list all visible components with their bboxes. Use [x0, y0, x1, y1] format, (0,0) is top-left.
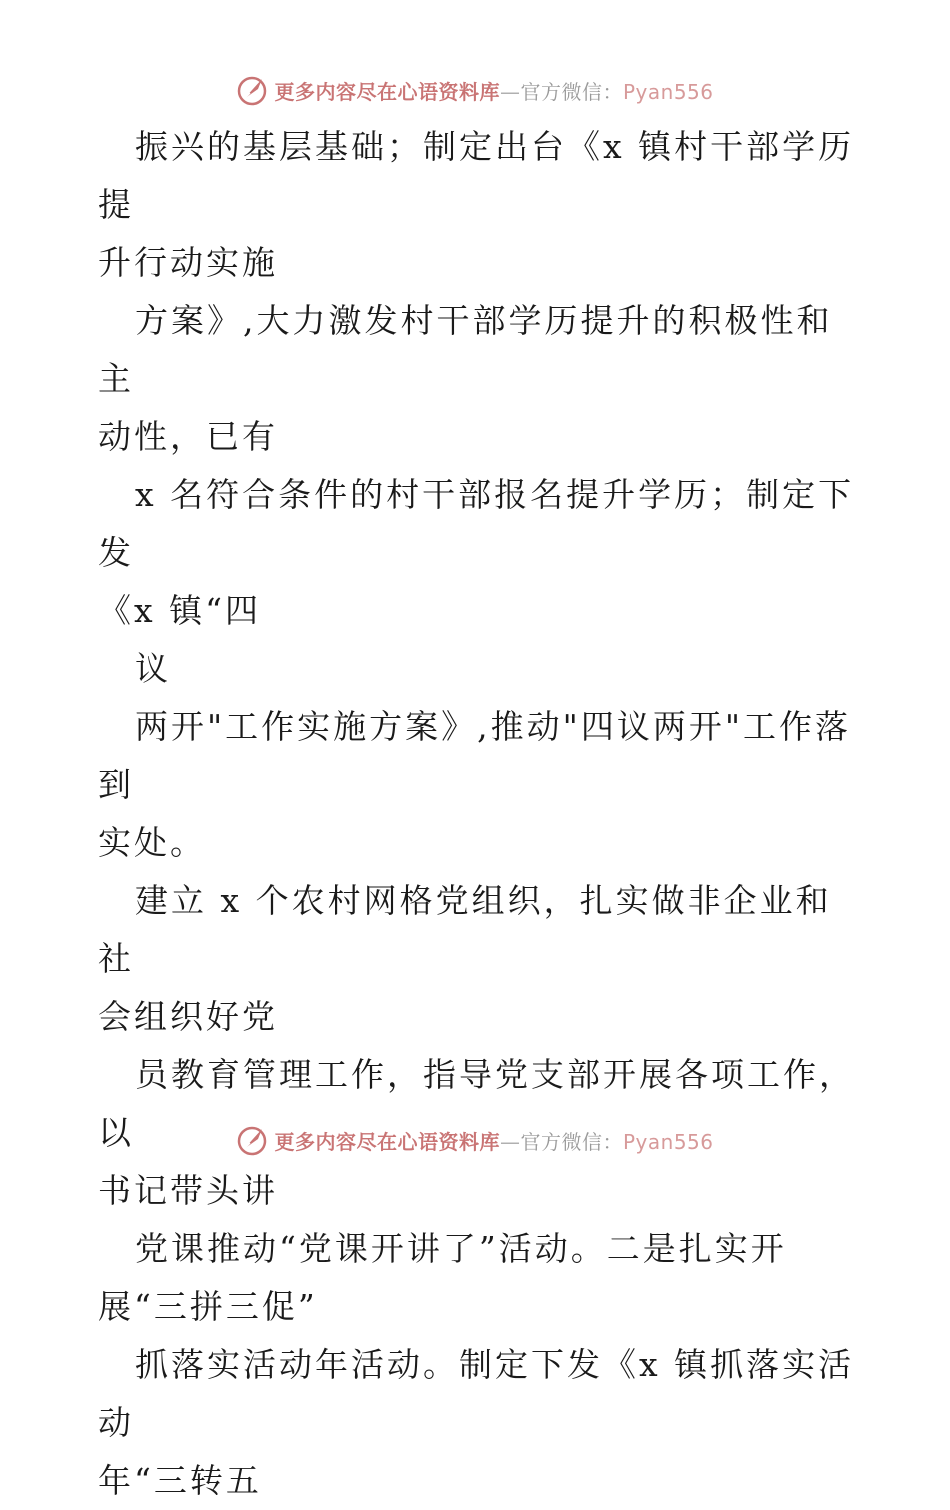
paragraph-line: 《x 镇“四 — [98, 591, 261, 630]
paragraph-line: 书记带头讲 — [98, 1171, 278, 1210]
watermark-dash: — — [499, 1129, 521, 1154]
paragraph-line: 议 — [135, 649, 171, 688]
paragraph-line: 会组织好党 — [98, 997, 278, 1036]
paragraph-line: 建立 x 个农村网格党组织，扎实做非企业和社 — [98, 881, 832, 978]
watermark-label: 官方微信： — [520, 1129, 623, 1154]
paragraph-line: 两开"工作实施方案》,推动"四议两开"工作落到 — [98, 707, 852, 804]
paragraph-line: 升行动实施 — [98, 243, 278, 282]
document-body — [98, 118, 858, 1510]
paragraph-line: 动性，已有 — [98, 417, 278, 456]
watermark-text — [274, 76, 713, 105]
paragraph — [98, 292, 858, 466]
paragraph-line: 实处。 — [98, 823, 206, 862]
quill-logo-icon — [236, 73, 270, 107]
paragraph — [98, 1336, 858, 1510]
watermark-header — [0, 70, 950, 110]
paragraph — [98, 640, 858, 698]
quill-logo-icon — [236, 1123, 270, 1157]
paragraph-line: 振兴的基层基础；制定出台《x 镇村干部学历提 — [98, 127, 855, 224]
paragraph-line: 员教育管理工作，指导党支部开展各项工作，以 — [98, 1055, 855, 1152]
watermark-label: 官方微信： — [520, 79, 623, 104]
paragraph — [98, 1220, 858, 1336]
paragraph-line: 展“三拼三促” — [98, 1287, 318, 1326]
watermark-id: Pyan556 — [622, 79, 714, 104]
paragraph — [98, 872, 858, 1046]
watermark-dash: — — [499, 79, 521, 104]
watermark-footer — [0, 1120, 950, 1160]
paragraph — [98, 698, 858, 872]
watermark-brand: 更多内容尽在心语资料库 — [274, 1129, 500, 1154]
paragraph-line: 抓落实活动年活动。制定下发《x 镇抓落实活动 — [98, 1345, 855, 1442]
paragraph-line: x 名符合条件的村干部报名提升学历；制定下发 — [98, 475, 855, 572]
watermark-text — [274, 1126, 713, 1155]
paragraph-line: 年“三转五 — [98, 1461, 262, 1500]
paragraph-line: 党课推动“党课开讲了”活动。二是扎实开 — [135, 1229, 787, 1268]
watermark-id: Pyan556 — [622, 1129, 714, 1154]
paragraph-line: 方案》,大力激发村干部学历提升的积极性和主 — [98, 301, 833, 398]
paragraph — [98, 118, 858, 292]
watermark-brand: 更多内容尽在心语资料库 — [274, 79, 500, 104]
paragraph — [98, 466, 858, 640]
